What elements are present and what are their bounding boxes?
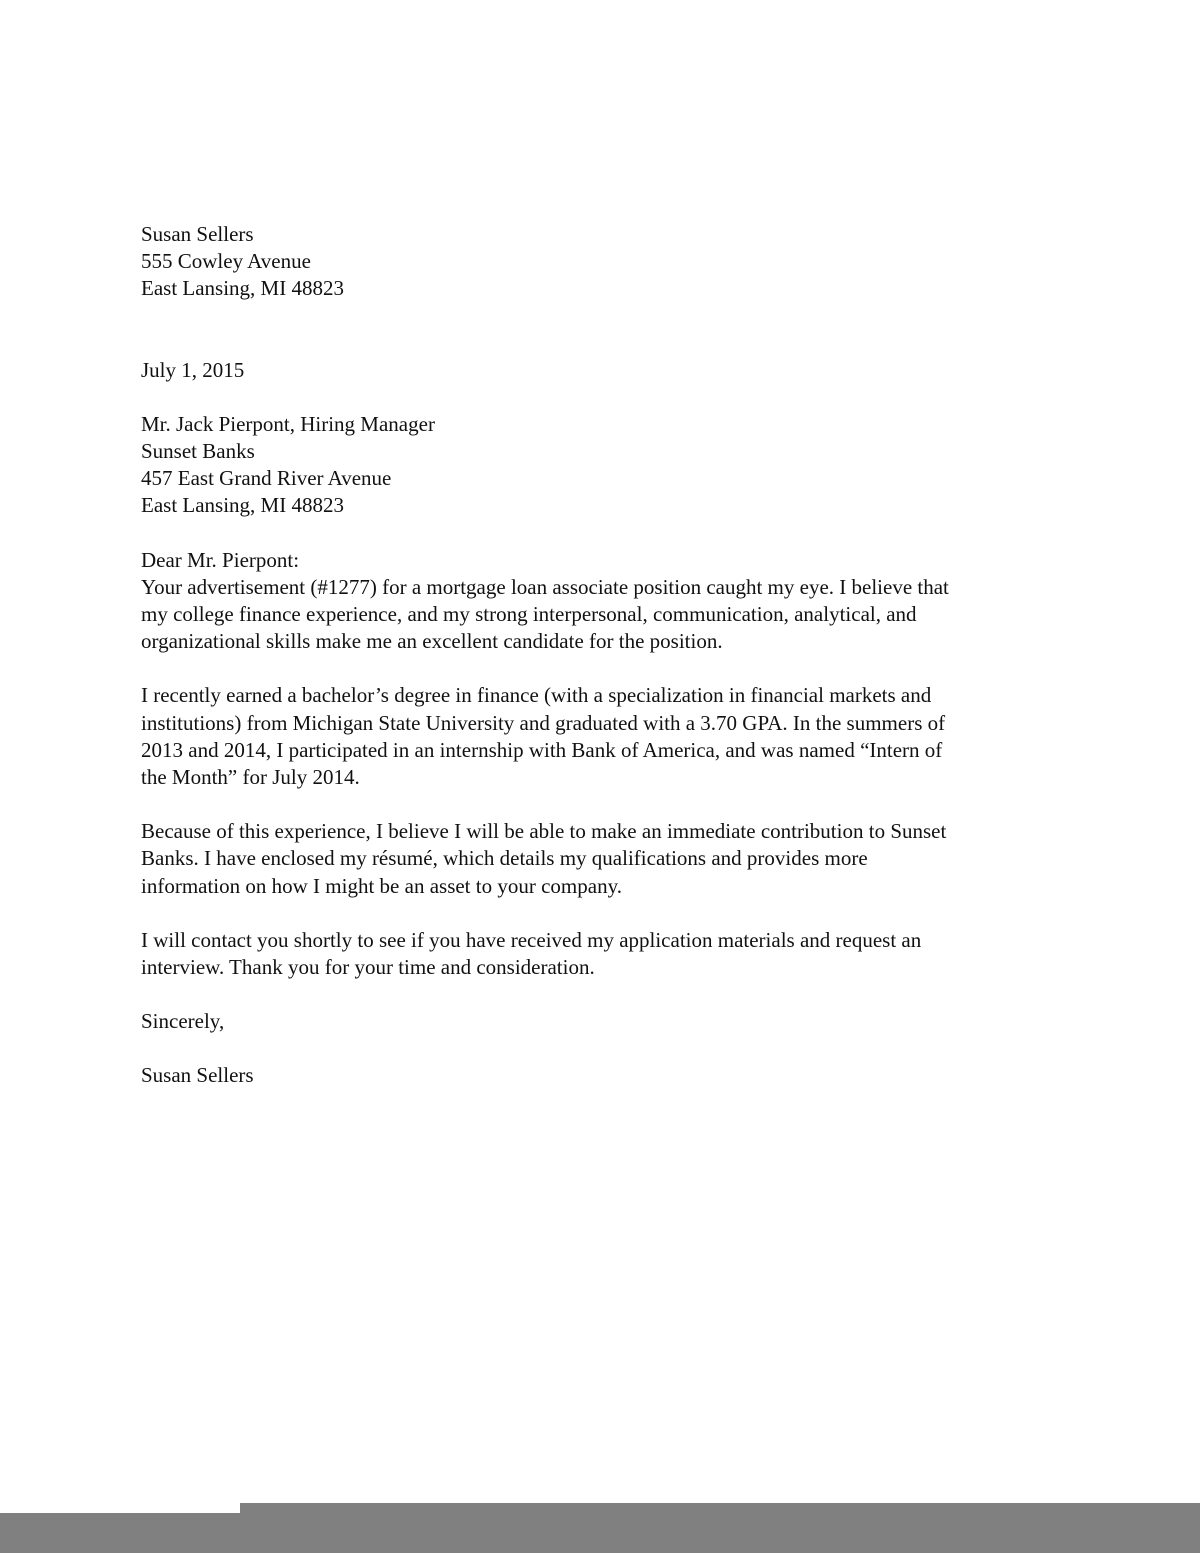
sender-street: 555 Cowley Avenue	[141, 249, 311, 274]
closing: Sincerely,	[141, 1009, 225, 1034]
paragraph-line: Because of this experience, I believe I will be able to make an immediate contribution to Sunset	[141, 819, 947, 844]
recipient-company: Sunset Banks	[141, 439, 255, 464]
paragraph-line: Banks. I have enclosed my résumé, which details my qualifications and provides more	[141, 846, 868, 871]
paragraph-line: interview. Thank you for your time and consideration.	[141, 955, 595, 980]
recipient-address-block	[141, 411, 1061, 520]
body-paragraph-1	[141, 574, 1061, 656]
footer-bar	[0, 1513, 1200, 1553]
paragraph-line: the Month” for July 2014.	[141, 765, 360, 790]
signature-name: Susan Sellers	[141, 1063, 254, 1088]
paragraph-line: my college finance experience, and my strong interpersonal, communication, analytical, and	[141, 602, 917, 627]
sender-city-state-zip: East Lansing, MI 48823	[141, 276, 344, 301]
sender-address-block	[141, 221, 1061, 303]
salutation: Dear Mr. Pierpont:	[141, 547, 300, 572]
recipient-street: 457 East Grand River Avenue	[141, 466, 392, 491]
cover-letter	[141, 221, 1061, 1090]
sender-name: Susan Sellers	[141, 222, 254, 246]
paragraph-line: information on how I might be an asset to your company.	[141, 873, 622, 898]
paragraph-line: institutions) from Michigan State University and graduated with a 3.70 GPA. In the summers of	[141, 710, 946, 735]
recipient-city-state-zip: East Lansing, MI 48823	[141, 493, 344, 518]
paragraph-line: I will contact you shortly to see if you have received my application materials and request an	[141, 927, 922, 952]
letter-date: July 1, 2015	[141, 357, 245, 382]
paragraph-line: I recently earned a bachelor’s degree in finance (with a specialization in financial markets and	[141, 683, 932, 708]
paragraph-line: 2013 and 2014, I participated in an internship with Bank of America, and was named “Intern of	[141, 737, 943, 762]
body-paragraph-4	[141, 927, 1061, 981]
body-paragraph-2	[141, 682, 1061, 791]
paragraph-line: organizational skills make me an excellent candidate for the position.	[141, 629, 723, 654]
body-paragraph-3	[141, 818, 1061, 900]
paragraph-line: Your advertisement (#1277) for a mortgage loan associate position caught my eye. I believe that	[141, 574, 949, 599]
recipient-name-title: Mr. Jack Pierpont, Hiring Manager	[141, 411, 435, 436]
